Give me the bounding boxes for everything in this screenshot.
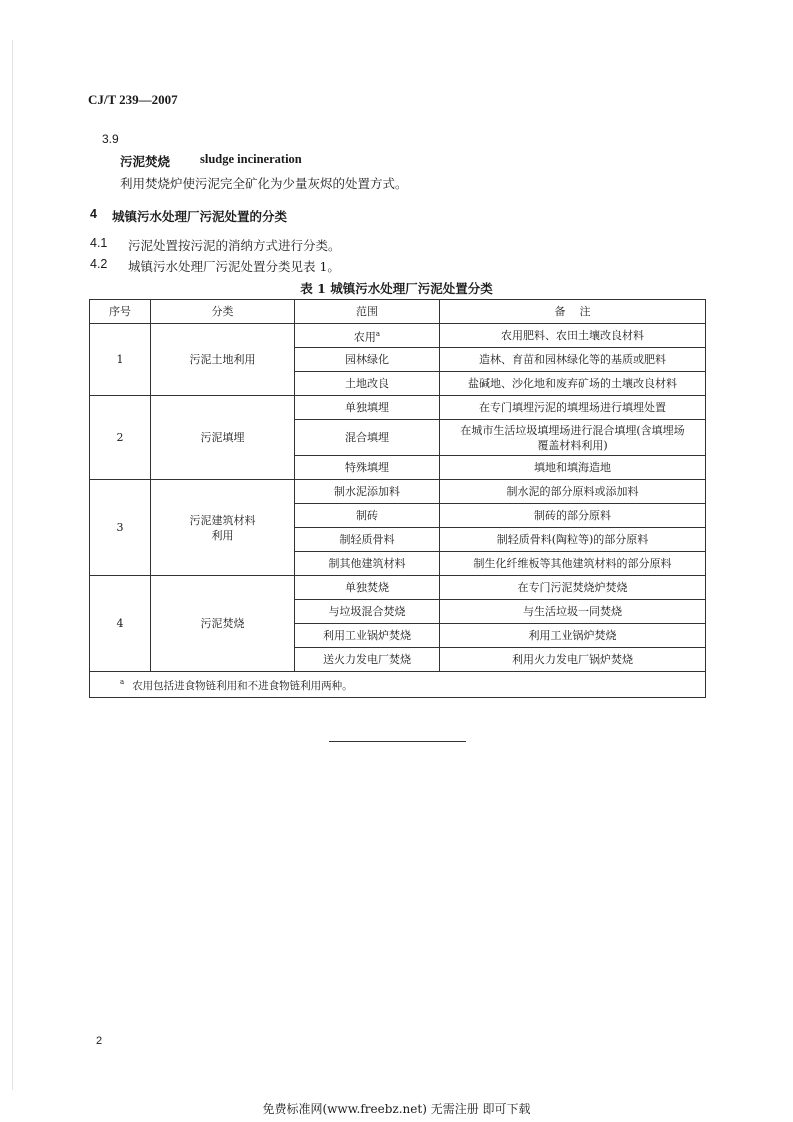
scope-cell: 利用工业锅炉焚烧 bbox=[295, 624, 440, 648]
category-line: 污泥建筑材料 bbox=[189, 513, 256, 527]
remarks-cell: 利用工业锅炉焚烧 bbox=[440, 624, 706, 648]
remarks-cell: 填地和填海造地 bbox=[440, 456, 706, 480]
table-footnote-row bbox=[90, 672, 706, 698]
group-number: 4 bbox=[90, 576, 151, 672]
header-remarks: 备 注 bbox=[440, 300, 706, 324]
scope-cell: 制轻质骨料 bbox=[295, 528, 440, 552]
scope-cell: 园林绿化 bbox=[295, 348, 440, 372]
remarks-cell: 在专门填埋污泥的填埋场进行填埋处置 bbox=[440, 396, 706, 420]
remarks-cell: 农用肥料、农田土壤改良材料 bbox=[440, 324, 706, 348]
scope-cell: 特殊填埋 bbox=[295, 456, 440, 480]
section-title: 城镇污水处理厂污泥处置的分类 bbox=[112, 209, 288, 224]
subclause-text: 城镇污水处理厂污泥处置分类见表 1。 bbox=[128, 259, 340, 274]
group-category: 污泥焚烧 bbox=[151, 576, 295, 672]
table-footnote bbox=[90, 672, 706, 698]
remarks-cell: 制轻质骨料(陶粒等)的部分原料 bbox=[440, 528, 706, 552]
scope-cell: 单独填埋 bbox=[295, 396, 440, 420]
scope-cell: 混合填埋 bbox=[295, 420, 440, 456]
remarks-cell: 利用火力发电厂锅炉焚烧 bbox=[440, 648, 706, 672]
table-row bbox=[90, 576, 706, 600]
scope-cell: 送火力发电厂焚烧 bbox=[295, 648, 440, 672]
page-number: 2 bbox=[96, 1035, 103, 1047]
scope-cell: 制砖 bbox=[295, 504, 440, 528]
remarks-cell: 与生活垃圾一同焚烧 bbox=[440, 600, 706, 624]
scope-cell bbox=[295, 324, 440, 348]
group-category: 污泥填埋 bbox=[151, 396, 295, 480]
subclause-number: 4.2 bbox=[90, 257, 108, 271]
category-line: 利用 bbox=[211, 528, 234, 542]
subclause-number: 4.1 bbox=[90, 236, 108, 250]
group-number: 2 bbox=[90, 396, 151, 480]
scope-cell: 制水泥添加料 bbox=[295, 480, 440, 504]
table-row bbox=[90, 324, 706, 348]
term-english: sludge incineration bbox=[200, 152, 302, 166]
group-category: 污泥土地利用 bbox=[151, 324, 295, 396]
remarks-cell: 制水泥的部分原料或添加料 bbox=[440, 480, 706, 504]
scope-cell: 土地改良 bbox=[295, 372, 440, 396]
scope-text: 农用 bbox=[353, 330, 376, 344]
table-row bbox=[90, 480, 706, 504]
group-number: 3 bbox=[90, 480, 151, 576]
table-row bbox=[90, 396, 706, 420]
end-rule bbox=[329, 741, 466, 742]
remarks-cell bbox=[440, 420, 706, 456]
download-watermark: 免费标准网(www.freebz.net) 无需注册 即可下载 bbox=[262, 1102, 531, 1116]
subclause-text: 污泥处置按污泥的消纳方式进行分类。 bbox=[128, 238, 341, 253]
remarks-cell: 盐碱地、沙化地和废弃矿场的土壤改良材料 bbox=[440, 372, 706, 396]
scope-cell: 制其他建筑材料 bbox=[295, 552, 440, 576]
section-number: 4 bbox=[90, 207, 97, 221]
header-scope: 范围 bbox=[295, 300, 440, 324]
standard-code: CJ/T 239—2007 bbox=[88, 92, 178, 107]
classification-table bbox=[89, 299, 706, 698]
footnote-text: 农用包括进食物链利用和不进食物链利用两种。 bbox=[132, 679, 353, 692]
header-category: 分类 bbox=[151, 300, 295, 324]
table-caption: 表 1 城镇污水处理厂污泥处置分类 bbox=[300, 281, 493, 296]
group-category bbox=[151, 480, 295, 576]
table-header-row bbox=[90, 300, 706, 324]
scope-cell: 与垃圾混合焚烧 bbox=[295, 600, 440, 624]
remarks-cell: 在专门污泥焚烧炉焚烧 bbox=[440, 576, 706, 600]
term-chinese: 污泥焚烧 bbox=[120, 154, 171, 169]
remarks-cell: 制生化纤维板等其他建筑材料的部分原料 bbox=[440, 552, 706, 576]
header-no: 序号 bbox=[90, 300, 151, 324]
remarks-cell: 造林、育苗和园林绿化等的基质或肥料 bbox=[440, 348, 706, 372]
clause-number: 3.9 bbox=[102, 132, 119, 146]
remarks-line: 在城市生活垃圾填埋场进行混合填埋(含填埋场 bbox=[460, 423, 685, 437]
remarks-cell: 制砖的部分原料 bbox=[440, 504, 706, 528]
footnote-mark: a bbox=[375, 329, 381, 338]
group-number: 1 bbox=[90, 324, 151, 396]
footnote-mark: a bbox=[120, 678, 125, 687]
term-definition: 利用焚烧炉使污泥完全矿化为少量灰烬的处置方式。 bbox=[120, 176, 408, 191]
remarks-line: 覆盖材料利用) bbox=[537, 438, 608, 452]
scan-edge-line bbox=[12, 40, 13, 1090]
scope-cell: 单独焚烧 bbox=[295, 576, 440, 600]
